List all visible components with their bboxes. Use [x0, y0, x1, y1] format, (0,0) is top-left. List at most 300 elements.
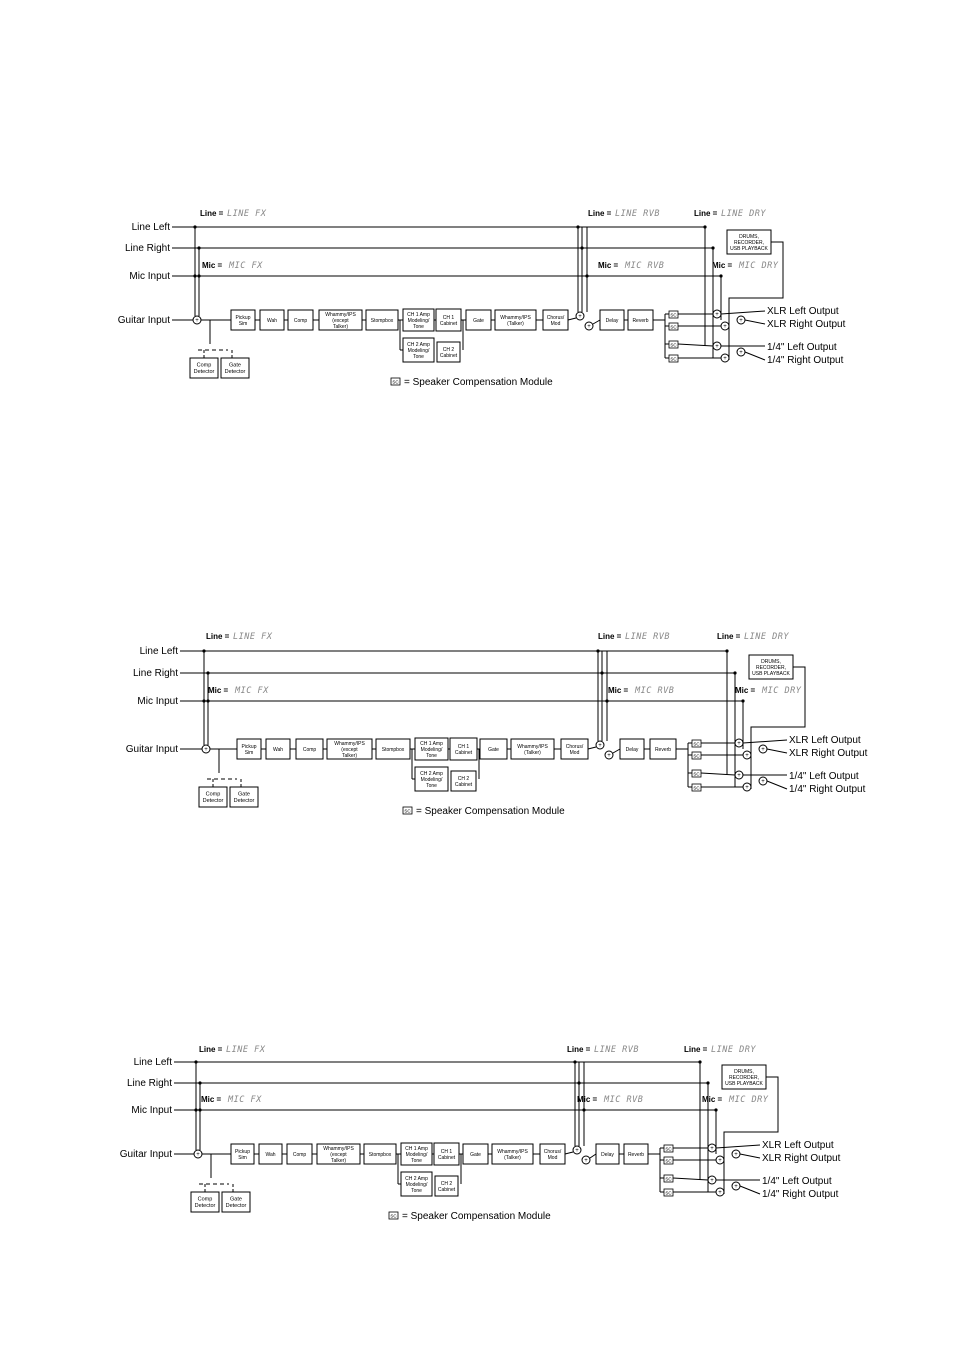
summing-node: [735, 739, 743, 747]
summing-node: [732, 1150, 740, 1158]
ch1amp-block-label: Tone: [426, 752, 437, 759]
delay-block-label: Delay: [625, 746, 639, 753]
mic-rvb-tap-display: MIC RVB: [604, 1095, 644, 1105]
mic-dry-tap-prefix: Mic =: [735, 686, 756, 695]
gate-detector-block-label: Detector: [233, 798, 255, 805]
gate-block-label: Gate: [470, 1151, 481, 1158]
comp-detector-block-label: Detector: [202, 798, 224, 805]
stompbox-block-label: Stompbox: [381, 746, 405, 753]
junction-dot: [194, 1108, 197, 1111]
comp-detector-block: [191, 1192, 219, 1212]
quarter-right-output-label: 1/4" Right Output: [767, 355, 844, 366]
junction-dot: [580, 246, 583, 249]
reverb-block-label: Reverb: [627, 1151, 645, 1158]
ch1amp-block-label: Modeling/: [407, 317, 430, 324]
output-wire: [740, 1186, 760, 1194]
junction-dot: [711, 246, 714, 249]
ch2amp-block-label: CH 2 Amp: [420, 770, 443, 777]
comp-detector-block-label: Detector: [194, 1203, 216, 1210]
xlr-left-output-label: XLR Left Output: [767, 306, 839, 317]
delay-block: [600, 310, 624, 330]
quarter-right-output-label: 1/4" Right Output: [789, 784, 866, 795]
whammy2-block-label: (Talker): [504, 1154, 521, 1161]
speaker-comp-module: [692, 752, 701, 759]
chain-wire: [613, 749, 620, 753]
speaker-comp-module: [692, 740, 701, 747]
line-fx-tap: [199, 1045, 266, 1055]
pickup-block: [231, 310, 255, 330]
line-right-label: Line Right: [132, 668, 178, 679]
speaker-comp-symbol: SC: [670, 324, 677, 330]
drums-recorder-usb-block-label: DRUMS,: [734, 1068, 754, 1075]
ch2cab-block-label: CH 2: [457, 775, 470, 782]
summing-node: [716, 1156, 724, 1164]
drums-recorder-usb-block: [727, 230, 771, 254]
summing-node-plus: +: [737, 773, 741, 779]
ch1cab-block-label: CH 1: [457, 743, 470, 750]
mic-rvb-tap: [598, 261, 664, 271]
whammy1-block-label: Talker): [332, 323, 349, 330]
reverb-block: [628, 310, 653, 330]
reverb-block-label: Reverb: [654, 746, 672, 753]
junction-dot: [741, 699, 744, 702]
xlr-right-output-label: XLR Right Output: [767, 319, 846, 330]
summing-node: [721, 354, 729, 362]
line-rvb-tap-display: LINE RVB: [625, 632, 670, 642]
chain-wire: [593, 320, 600, 324]
ch2cab-block-label: Cabinet: [439, 352, 458, 359]
summing-node: [716, 1188, 724, 1196]
reverb-block: [624, 1144, 648, 1164]
delay-block: [620, 739, 644, 759]
summing-node-plus: +: [723, 324, 727, 330]
stompbox-block-label: Stompbox: [368, 1151, 392, 1158]
ch2cab-block: [437, 342, 460, 362]
summing-node: [721, 322, 729, 330]
mic-rvb-tap-prefix: Mic =: [598, 261, 619, 270]
line-dry-tap: [694, 209, 766, 219]
ch1cab-block-label: Cabinet: [454, 749, 473, 756]
summing-node-plus: +: [195, 318, 199, 324]
chain-wire: [565, 1152, 573, 1154]
junction-dot: [719, 274, 722, 277]
mic-dry-tap-display: MIC DRY: [729, 1095, 769, 1105]
pickup-block-label: Sim: [238, 1154, 247, 1161]
summing-node-plus: +: [739, 318, 743, 324]
summing-node-plus: +: [710, 1178, 714, 1184]
speaker-comp-module: [692, 784, 701, 791]
line-dry-tap: [717, 632, 789, 642]
whammy2-block: [492, 1144, 533, 1164]
quarter-left-output-label: 1/4" Left Output: [789, 771, 859, 782]
summing-node: [759, 777, 767, 785]
speaker-comp-module: [664, 1189, 673, 1196]
ch1amp-block-label: Tone: [413, 323, 424, 330]
gate-block-label: Gate: [488, 746, 499, 753]
xlr-left-output-label: XLR Left Output: [762, 1140, 834, 1151]
speaker-comp-module: [403, 807, 412, 814]
ch2amp-block: [415, 767, 448, 791]
summing-node: [737, 348, 745, 356]
comp-block: [296, 739, 323, 759]
line-fx-tap: [206, 632, 273, 642]
gate-block-label: Gate: [473, 317, 484, 324]
xlr-left-output-label: XLR Left Output: [789, 735, 861, 746]
mic-input-label: Mic Input: [131, 1105, 172, 1116]
comp-block-label: Comp: [292, 1151, 307, 1158]
summing-node: [605, 751, 613, 759]
summing-node-plus: +: [607, 753, 611, 759]
summing-node-plus: +: [715, 344, 719, 350]
mic-dry-tap-prefix: Mic =: [702, 1095, 723, 1104]
mic-rvb-tap: [577, 1095, 643, 1105]
pickup-block-label: Pickup: [234, 1148, 251, 1155]
ch2amp-block-label: Modeling/: [405, 1181, 428, 1188]
wah-block-label: Wah: [272, 746, 284, 753]
xlr-right-output-label: XLR Right Output: [762, 1153, 841, 1164]
comp-detector-block: [190, 358, 218, 378]
ch2amp-block-label: Tone: [413, 353, 424, 360]
summing-node-plus: +: [587, 324, 591, 330]
speaker-comp-module: [664, 1157, 673, 1164]
junction-dot: [202, 699, 205, 702]
ch2amp-block-label: Modeling/: [420, 776, 443, 783]
summing-node-plus: +: [745, 785, 749, 791]
drums-recorder-usb-block-label: RECORDER,: [755, 664, 787, 671]
junction-dot: [698, 1060, 701, 1063]
speaker-comp-module: [669, 355, 678, 362]
whammy2-block-label: Whammy/IPS: [497, 1148, 528, 1155]
output-wire: [767, 781, 787, 789]
ch1amp-block-label: Tone: [411, 1157, 422, 1164]
summing-node-plus: +: [718, 1190, 722, 1196]
ch2amp-block: [401, 1172, 432, 1196]
summing-node: [743, 783, 751, 791]
line-dry-tap-display: LINE DRY: [721, 209, 766, 219]
line-fx-tap-prefix: Line =: [200, 209, 224, 218]
gate-detector-block-label: Gate: [230, 1196, 242, 1203]
ch1amp-block: [415, 738, 448, 760]
summing-node-plus: +: [718, 1158, 722, 1164]
stompbox-block-label: Stompbox: [370, 317, 394, 324]
line-rvb-tap-prefix: Line =: [598, 632, 622, 641]
whammy1-block-label: Whammy/IPS: [334, 740, 365, 747]
ch2amp-block-label: Tone: [426, 782, 437, 789]
summing-node-plus: +: [575, 1148, 579, 1154]
mic-dry-tap: [735, 686, 802, 696]
gate-block: [463, 1144, 488, 1164]
output-wire: [673, 1178, 708, 1180]
ch2amp-block-label: Tone: [411, 1187, 422, 1194]
junction-dot: [596, 649, 599, 652]
line-dry-tap-display: LINE DRY: [711, 1045, 756, 1055]
summing-node-plus: +: [578, 314, 582, 320]
summing-node: [708, 1176, 716, 1184]
junction-dot: [197, 246, 200, 249]
summing-node: [585, 322, 593, 330]
junction-dot: [198, 1108, 201, 1111]
ch2amp-block-label: Modeling/: [407, 347, 430, 354]
summing-node-plus: +: [723, 356, 727, 362]
summing-node: [576, 312, 584, 320]
drums-recorder-usb-block-label: USB PLAYBACK: [725, 1080, 763, 1087]
ch2cab-block-label: CH 2: [442, 346, 455, 353]
ch2cab-block: [451, 771, 476, 791]
summing-node-plus: +: [739, 350, 743, 356]
speaker-comp-legend: = Speaker Compensation Module: [404, 377, 553, 388]
line-rvb-tap: [588, 209, 660, 219]
ch1amp-block: [403, 309, 434, 331]
summing-node-plus: +: [598, 743, 602, 749]
line-rvb-tap-display: LINE RVB: [615, 209, 660, 219]
whammy1-block-label: Whammy/IPS: [323, 1145, 354, 1152]
pickup-block-label: Sim: [244, 749, 254, 756]
ch1cab-block-label: CH 1: [442, 314, 455, 321]
whammy1-block-label: (except: [341, 746, 358, 753]
summing-node: [735, 771, 743, 779]
junction-dot: [573, 1060, 576, 1063]
ch1amp-block-label: Modeling/: [420, 746, 443, 753]
junction-dot: [585, 274, 588, 277]
whammy1-block: [317, 1144, 360, 1164]
wah-block: [266, 739, 290, 759]
chorus-block-label: Mod: [569, 749, 580, 756]
gate-detector-block-label: Gate: [229, 362, 241, 369]
delay-block-label: Delay: [605, 317, 619, 324]
junction-dot: [706, 1081, 709, 1084]
speaker-comp-symbol: SC: [670, 312, 677, 318]
junction-dot: [193, 225, 196, 228]
delay-block-label: Delay: [601, 1151, 614, 1158]
line-right-label: Line Right: [126, 1078, 172, 1089]
gate-block: [466, 310, 491, 330]
ch1amp-block: [401, 1143, 432, 1165]
junction-dot: [605, 699, 608, 702]
comp-detector-block: [199, 787, 227, 807]
summing-node: [737, 316, 745, 324]
drums-recorder-usb-block-label: DRUMS,: [761, 658, 781, 665]
junction-dot: [194, 1060, 197, 1063]
mic-fx-tap: [202, 261, 263, 271]
output-wire: [745, 352, 765, 360]
speaker-comp-symbol: SC: [390, 1213, 397, 1219]
mic-rvb-tap-prefix: Mic =: [608, 686, 629, 695]
output-wire: [767, 749, 787, 753]
drums-recorder-usb-block-label: RECORDER,: [728, 1074, 760, 1081]
comp-block: [287, 1144, 312, 1164]
line-rvb-tap: [598, 632, 670, 642]
drums-recorder-usb-block: [749, 655, 793, 679]
comp-block: [288, 310, 313, 330]
summing-node: [713, 342, 721, 350]
junction-dot: [576, 225, 579, 228]
xlr-right-output-label: XLR Right Output: [789, 748, 868, 759]
line-rvb-tap: [567, 1045, 639, 1055]
whammy2-block-label: (Talker): [507, 320, 524, 327]
drums-recorder-usb-block-label: USB PLAYBACK: [730, 245, 768, 252]
mic-fx-tap: [208, 686, 269, 696]
chorus-block-label: Chorus/: [565, 743, 584, 750]
pickup-block-label: Sim: [238, 320, 248, 327]
line-fx-tap-prefix: Line =: [206, 632, 230, 641]
ch2cab-block: [435, 1176, 458, 1196]
summing-node-plus: +: [761, 747, 765, 753]
ch2cab-block-label: CH 2: [440, 1180, 453, 1187]
speaker-comp-module: [391, 378, 400, 385]
gate-detector-block: [230, 787, 258, 807]
speaker-comp-symbol: SC: [693, 785, 700, 791]
junction-dot: [725, 649, 728, 652]
line-fx-tap-display: LINE FX: [233, 632, 273, 642]
guitar-input-label: Guitar Input: [117, 315, 170, 326]
whammy2-block: [495, 310, 536, 330]
mic-fx-tap-prefix: Mic =: [201, 1095, 222, 1104]
chorus-block-label: Chorus/: [543, 1148, 562, 1155]
chorus-block-label: Mod: [550, 320, 561, 327]
pickup-block: [231, 1144, 254, 1164]
mic-dry-tap-display: MIC DRY: [762, 686, 802, 696]
speaker-comp-module: [664, 1175, 673, 1182]
speaker-comp-symbol: SC: [693, 753, 700, 759]
comp-block-label: Comp: [293, 317, 308, 324]
mic-input-label: Mic Input: [137, 696, 178, 707]
junction-dot: [577, 1081, 580, 1084]
summing-node: [732, 1182, 740, 1190]
ch1amp-block-label: Modeling/: [405, 1151, 428, 1158]
ch1amp-block-label: CH 1 Amp: [420, 740, 443, 747]
speaker-comp-symbol: SC: [665, 1158, 672, 1164]
summing-node-plus: +: [734, 1152, 738, 1158]
summing-node: [194, 1150, 202, 1158]
junction-dot: [582, 1108, 585, 1111]
signal-flow-diagram-mic-fx: [126, 632, 868, 817]
reverb-block-label: Reverb: [632, 317, 649, 324]
gate-detector-block: [222, 1192, 250, 1212]
line-dry-tap: [684, 1045, 756, 1055]
mic-fx-tap-prefix: Mic =: [208, 686, 229, 695]
gate-detector-block-label: Detector: [225, 1203, 247, 1210]
output-wire: [716, 1145, 760, 1148]
junction-dot: [202, 649, 205, 652]
speaker-comp-symbol: SC: [693, 741, 700, 747]
drums-recorder-usb-block-label: USB PLAYBACK: [752, 670, 790, 677]
speaker-comp-module: [664, 1145, 673, 1152]
output-wire: [721, 311, 765, 314]
summing-node-plus: +: [761, 779, 765, 785]
quarter-left-output-label: 1/4" Left Output: [767, 342, 837, 353]
quarter-left-output-label: 1/4" Left Output: [762, 1176, 832, 1187]
junction-dot: [600, 671, 603, 674]
speaker-comp-legend: = Speaker Compensation Module: [402, 1211, 551, 1222]
speaker-comp-module: [669, 311, 678, 318]
drums-recorder-usb-block-label: RECORDER,: [733, 239, 765, 246]
summing-node: [582, 1156, 590, 1164]
pickup-block: [237, 739, 261, 759]
wah-block-label: Wah: [266, 317, 278, 324]
speaker-comp-module: [669, 323, 678, 330]
quarter-right-output-label: 1/4" Right Output: [762, 1189, 839, 1200]
ch2amp-block: [403, 338, 434, 362]
line-left-label: Line Left: [139, 646, 178, 657]
mic-fx-tap-display: MIC FX: [229, 261, 263, 271]
mic-dry-tap-prefix: Mic =: [712, 261, 733, 270]
line-rvb-tap-prefix: Line =: [588, 209, 612, 218]
whammy1-block-label: Talker): [341, 752, 358, 759]
output-wire: [740, 1154, 760, 1158]
chorus-block: [543, 310, 568, 330]
line-rvb-tap-display: LINE RVB: [594, 1045, 639, 1055]
whammy1-block-label: Talker): [330, 1157, 347, 1164]
junction-dot: [198, 1081, 201, 1084]
speaker-comp-symbol: SC: [670, 356, 677, 362]
chorus-block: [561, 739, 588, 759]
output-wire: [678, 344, 713, 346]
mic-dry-tap: [702, 1095, 769, 1105]
ch2amp-block-label: CH 2 Amp: [405, 1175, 428, 1182]
whammy2-block-label: (Talker): [524, 749, 541, 756]
whammy1-block-label: (except: [330, 1151, 347, 1158]
guitar-input-label: Guitar Input: [125, 744, 178, 755]
whammy2-block-label: Whammy/IPS: [517, 743, 548, 750]
summing-node: [759, 745, 767, 753]
ch1amp-block-label: CH 1 Amp: [405, 1145, 428, 1152]
chain-wire: [588, 747, 596, 749]
ch1cab-block: [436, 309, 461, 331]
chain-wire: [590, 1154, 596, 1158]
ch2amp-block-label: CH 2 Amp: [407, 341, 430, 348]
stompbox-block: [366, 310, 398, 330]
junction-dot: [197, 274, 200, 277]
ch1cab-block-label: Cabinet: [439, 320, 458, 327]
line-dry-tap-prefix: Line =: [717, 632, 741, 641]
summing-node-plus: +: [745, 753, 749, 759]
summing-node: [202, 745, 210, 753]
line-fx-tap-display: LINE FX: [227, 209, 267, 219]
output-wire: [743, 740, 787, 743]
whammy2-block: [511, 739, 554, 759]
gate-block: [480, 739, 507, 759]
comp-detector-block-label: Comp: [205, 791, 221, 798]
pickup-block-label: Pickup: [235, 314, 251, 321]
summing-node-plus: +: [737, 741, 741, 747]
junction-dot: [206, 699, 209, 702]
summing-node-plus: +: [715, 312, 719, 318]
output-wire: [745, 320, 765, 324]
speaker-comp-symbol: SC: [693, 771, 700, 777]
junction-dot: [193, 274, 196, 277]
line-dry-tap-prefix: Line =: [694, 209, 718, 218]
ch2cab-block-label: Cabinet: [454, 781, 473, 788]
gate-detector-block-label: Detector: [224, 369, 246, 376]
line-dry-tap-prefix: Line =: [684, 1045, 708, 1054]
gate-detector-block: [221, 358, 249, 378]
speaker-comp-legend: = Speaker Compensation Module: [416, 806, 565, 817]
chorus-block: [540, 1144, 565, 1164]
speaker-comp-symbol: SC: [392, 379, 399, 385]
mic-dry-tap-display: MIC DRY: [739, 261, 779, 271]
whammy2-block-label: Whammy/IPS: [500, 314, 531, 321]
drums-recorder-usb-block: [722, 1065, 766, 1089]
line-fx-tap: [200, 209, 267, 219]
guitar-input-label: Guitar Input: [119, 1149, 172, 1160]
mic-rvb-tap: [608, 686, 674, 696]
ch1amp-block-label: CH 1 Amp: [407, 311, 430, 318]
comp-detector-block-label: Comp: [197, 1196, 213, 1203]
mic-input-label: Mic Input: [129, 271, 170, 282]
line-right-label: Line Right: [124, 243, 170, 254]
chain-wire: [568, 318, 576, 320]
summing-node-plus: +: [710, 1146, 714, 1152]
